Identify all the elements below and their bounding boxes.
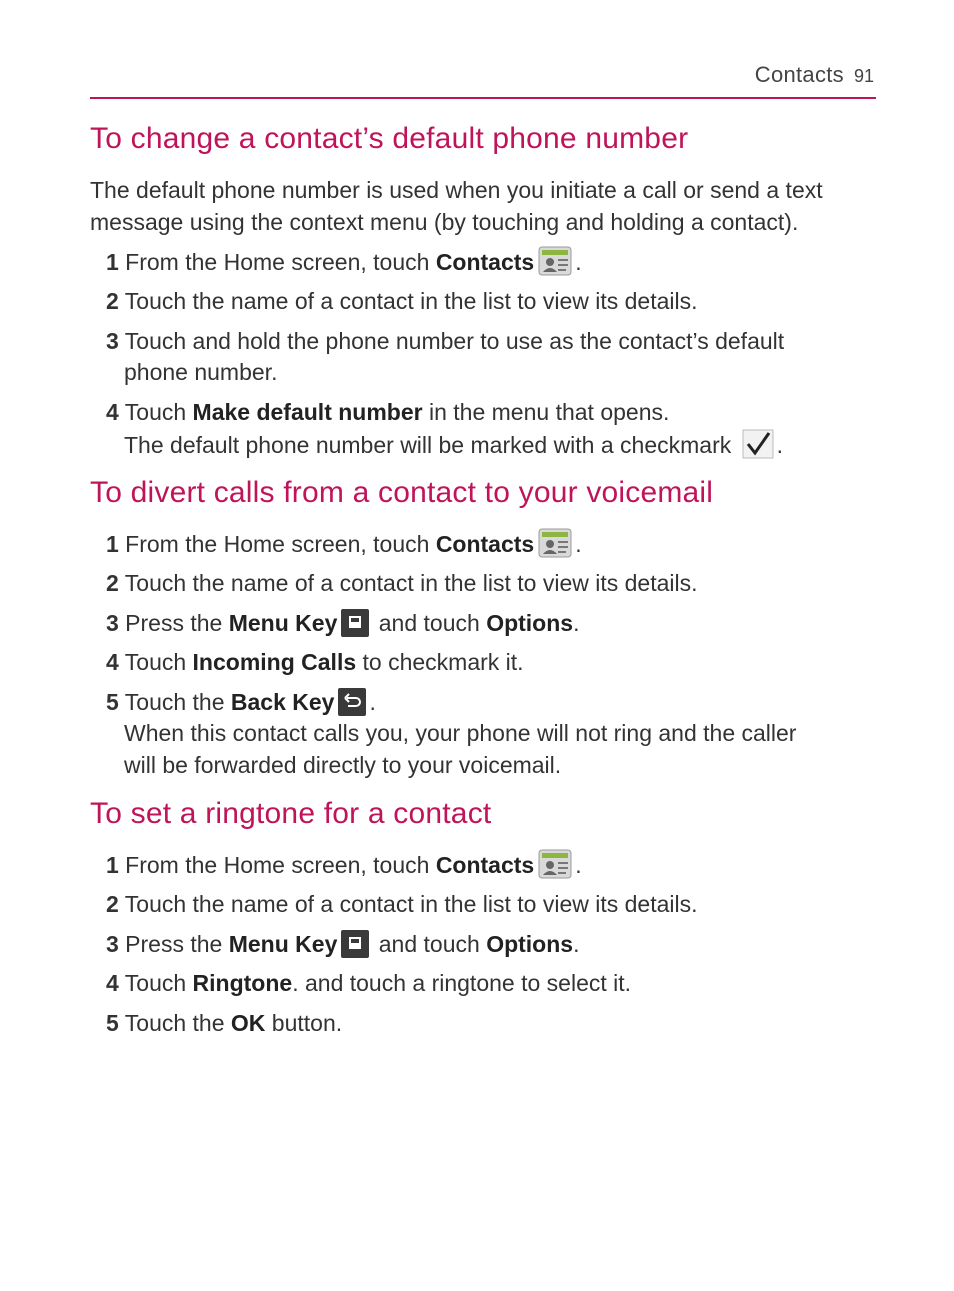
step-text: and touch — [372, 931, 487, 957]
contacts-app-icon — [538, 849, 572, 879]
step-bold-text: Menu Key — [228, 610, 338, 636]
step-text: to checkmark it. — [356, 649, 524, 675]
step-text: . — [573, 931, 580, 957]
step-number: 4 — [106, 399, 119, 425]
step-continuation: will be forwarded directly to your voicemail. — [124, 752, 562, 778]
step-item — [106, 686, 376, 718]
step-item — [106, 567, 698, 599]
step-number: 3 — [106, 931, 119, 957]
back-key-icon — [338, 688, 366, 716]
step-number: 5 — [106, 689, 119, 715]
step-text: Press the — [118, 931, 229, 957]
header-divider — [90, 97, 876, 99]
step-text: in the menu that opens. — [422, 399, 670, 425]
step-text: Touch — [118, 399, 193, 425]
step-text: Touch the name of a contact in the list to view its details. — [118, 891, 698, 917]
step-text: Touch — [118, 649, 193, 675]
step-text: . and touch a ringtone to select it. — [292, 970, 632, 996]
step-number: 3 — [106, 328, 119, 354]
step-number: 1 — [106, 531, 119, 557]
step-text: Touch the — [118, 689, 231, 715]
step-text: Touch the name of a contact in the list to view its details. — [118, 288, 698, 314]
step-text: Touch and hold the phone number to use as the contact’s default — [118, 328, 785, 354]
step-item — [106, 325, 784, 357]
step-number: 3 — [106, 610, 119, 636]
contacts-app-icon — [538, 246, 572, 276]
step-item — [106, 396, 669, 428]
step-text: Touch the name of a contact in the list to view its details. — [118, 570, 698, 596]
step-text: From the Home screen, touch — [118, 531, 436, 557]
step-bold-text: Incoming Calls — [192, 649, 357, 675]
menu-key-icon — [341, 930, 369, 958]
step-text: From the Home screen, touch — [118, 852, 436, 878]
header-section-title: Contacts — [754, 62, 844, 87]
step-continuation — [124, 429, 783, 461]
step-text: and touch — [372, 610, 487, 636]
step-bold-text: Ringtone — [192, 970, 293, 996]
section-heading-ringtone: To set a ringtone for a contact — [90, 797, 492, 830]
section-heading-default-number: To change a contact’s default phone number — [90, 122, 689, 155]
step-item — [106, 849, 582, 881]
step-number: 5 — [106, 1010, 119, 1036]
step-item — [106, 607, 579, 639]
section-heading-voicemail: To divert calls from a contact to your voicemail — [90, 476, 714, 509]
step-bold-text: Contacts — [435, 531, 535, 557]
step-bold-text: OK — [230, 1010, 266, 1036]
intro-paragraph: The default phone number is used when you initiate a call or send a text message using the context menu (by touching and holding a contact). — [90, 177, 823, 235]
step-text: . — [369, 689, 376, 715]
step-text: From the Home screen, touch — [118, 249, 436, 275]
step-number: 1 — [106, 249, 119, 275]
step-number: 2 — [106, 570, 119, 596]
step-number: 2 — [106, 891, 119, 917]
step-number: 4 — [106, 970, 119, 996]
step-item — [106, 888, 698, 920]
page-header — [755, 62, 874, 92]
step-item — [106, 528, 582, 560]
step-bold-text: Contacts — [435, 852, 535, 878]
checkmark-icon — [742, 429, 774, 459]
step-item — [106, 285, 698, 317]
step-number: 2 — [106, 288, 119, 314]
step-item — [106, 246, 582, 278]
step-item — [106, 1007, 342, 1039]
step-text: . — [575, 531, 582, 557]
step-item — [106, 646, 524, 678]
step-continuation: When this contact calls you, your phone will not ring and the caller — [124, 720, 797, 746]
step-continuation: phone number. — [124, 359, 278, 385]
step-text: . — [776, 432, 784, 458]
step-item — [106, 967, 631, 999]
step-text: . — [575, 249, 582, 275]
step-number: 1 — [106, 852, 119, 878]
step-bold-text: Make default number — [192, 399, 423, 425]
step-text: The default phone number will be marked with a checkmark — [124, 432, 738, 458]
step-bold-text: Options — [486, 931, 574, 957]
step-text: Touch — [118, 970, 193, 996]
step-text: button. — [265, 1010, 343, 1036]
page-number: 91 — [853, 66, 874, 86]
step-bold-text: Contacts — [435, 249, 535, 275]
step-item — [106, 928, 579, 960]
step-text: . — [573, 610, 580, 636]
step-text: Press the — [118, 610, 229, 636]
contacts-app-icon — [538, 528, 572, 558]
step-bold-text: Menu Key — [228, 931, 338, 957]
step-bold-text: Options — [486, 610, 574, 636]
step-bold-text: Back Key — [230, 689, 335, 715]
menu-key-icon — [341, 609, 369, 637]
step-text: Touch the — [118, 1010, 231, 1036]
step-number: 4 — [106, 649, 119, 675]
step-text: . — [575, 852, 582, 878]
